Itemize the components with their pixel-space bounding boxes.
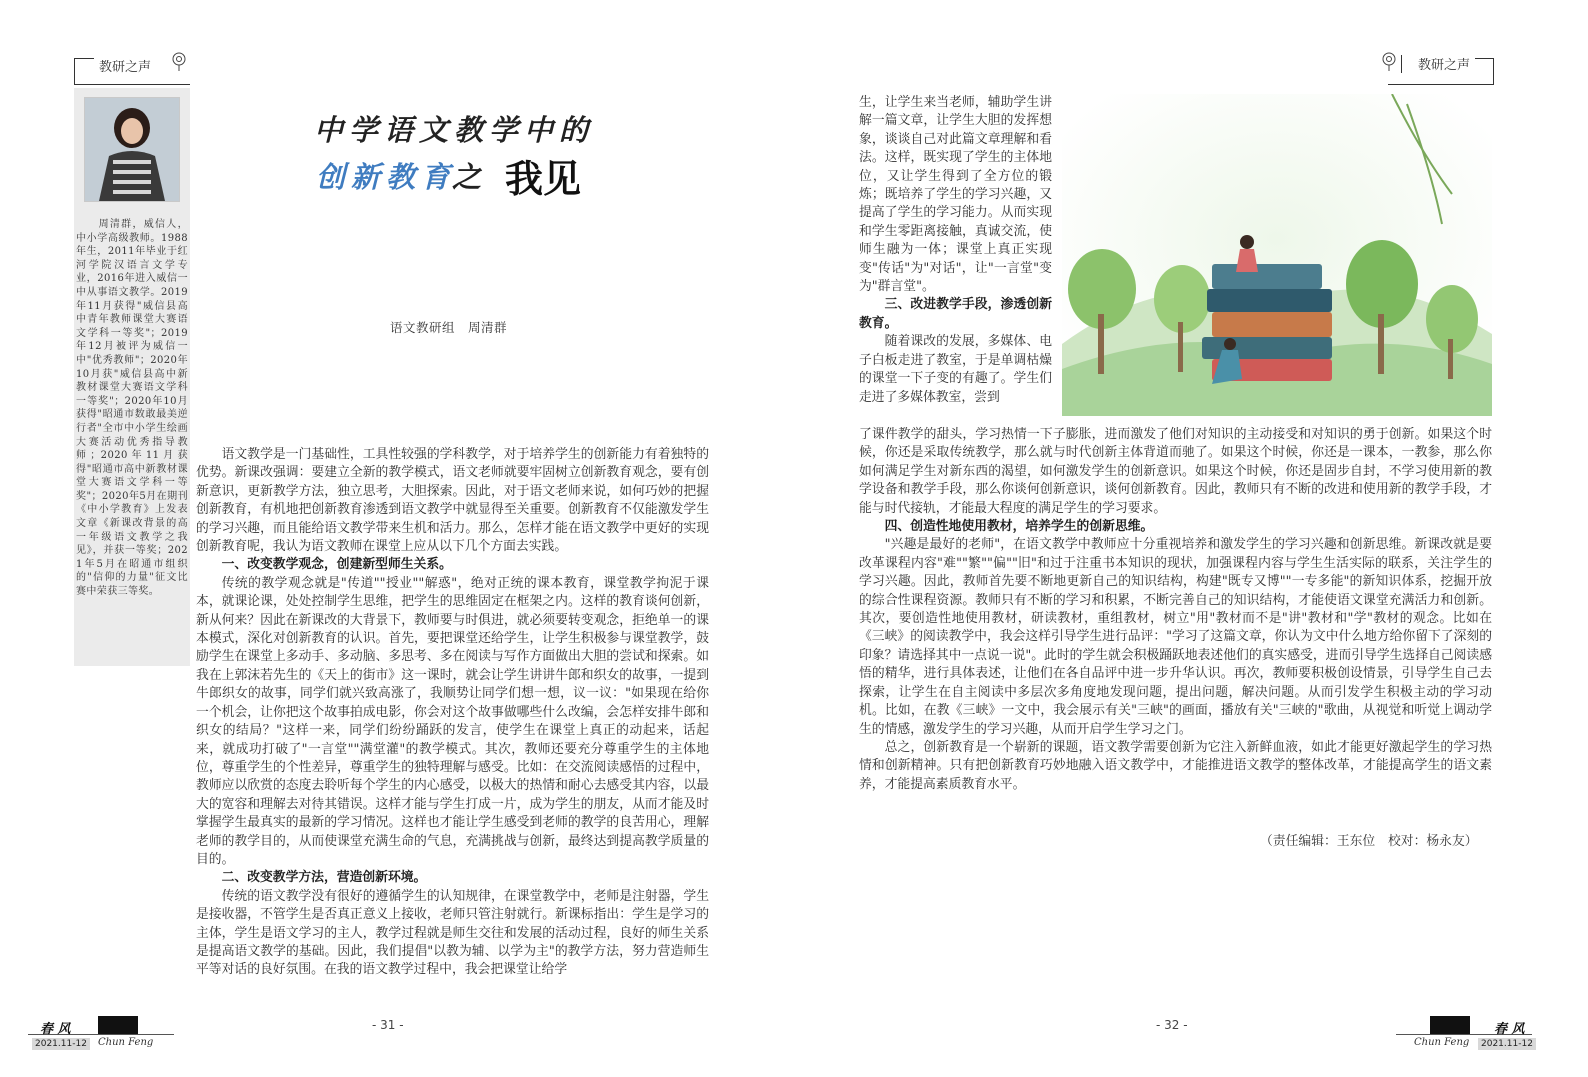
paragraph: 了课件教学的甜头，学习热情一下子膨胀，进而激发了他们对知识的主动接受和对知识的勇于创新。如果这个时候，你还是采取传统教学，那么就与时代创新主体背道而驰了。如果这个时候，你还是一课本，一教参，那么你如何满足学生对新东西的渴望，如何激发学生的创新意识。如果这个时候，你还是固步自封，不学习使用新的教学设备和教学手段，那么你谈何创新意识，谈何创新教育。因此，教师只有不断的改进和使用新的教学手段，才能与时代接轨，才能最大程度的满足学生的学习要求。 <box>859 427 1492 516</box>
article-title-line1: 中学语文教学中的 <box>314 113 595 147</box>
header-left-rule-v <box>74 58 75 84</box>
section-label-right: 教研之声 <box>1418 58 1471 73</box>
magazine-name-right: 春 风 <box>1494 1022 1525 1037</box>
article-title-innovation: 创新教育 <box>316 160 457 194</box>
page-number-left: - 31 - <box>372 1018 404 1032</box>
article-title-zhi: 之 <box>452 160 486 194</box>
header-right-rule-top <box>1475 58 1493 59</box>
header-right-divider <box>1401 55 1402 73</box>
magazine-en-left: Chun Feng <box>98 1037 154 1048</box>
paragraph: 总之，创新教育是一个崭新的课题，语文教学需要创新为它注入新鲜血液，如此才能更好激起学生的学习热情和创新精神。只有把创新教育巧妙地融入语文教学中，才能推进语文教学的整体改革，才能提高学生的语文素养，才能提高素质教育水平。 <box>859 739 1492 792</box>
issue-date-right: 2021.11-12 <box>1478 1038 1536 1050</box>
header-right-rule-bottom <box>1388 84 1494 85</box>
section-heading: 四、创造性地使用教材，培养学生的创新思维。 <box>884 519 1154 535</box>
magazine-en-right: Chun Feng <box>1414 1037 1470 1048</box>
author-photo <box>84 97 180 202</box>
tree-icon <box>170 52 188 76</box>
header-right-rule-v <box>1493 58 1494 84</box>
paragraph: 生，让学生来当老师，辅助学生讲解一篇文章，让学生大胆的发挥想象，谈谈自己对此篇文章理解和看法。这样，既实现了学生的主体地位，又让学生得到了全方位的锻炼；既培养了学生的学习兴趣，又提高了学生的学习能力。从而实现和学生零距离接触，真诚交流，使师生融为一体；课堂上真正实现变"传话"为"对话"，让"一言堂"变为"群言堂"。 <box>859 95 1052 295</box>
header-left-rule-bottom <box>74 84 190 85</box>
paragraph: "兴趣是最好的老师"，在语文教学中教师应十分重视培养和激发学生的学习兴趣和创新思维。新课改就是要改革课程内容"难""繁""偏""旧"和过于注重书本知识的现状，加强课程内容与学生生活实际的联系，关注学生的学习兴趣。因此，教师首先要不断地更新自己的知识结构，构建"既专又博""一专多能"的新知识体系，挖掘开放的综合性课程资源。教师只有不断的学习和积累，不断完善自己的知识结构，才能使语文课堂充满活力和创新。其次，要创造性地使用教材，研读教材，重组教材，树立"用"教材而不是"讲"教材和"学"教材的观念。比如在《三峡》的阅读教学中，我会这样引导学生进行品评："学习了这篇文章，你认为文中什么地方给你留下了深刻的印象？请选择其中一点说一说"。此时的学生就会积极踊跃地表述他们的真实感受，进而引导学生选择自己阅读感悟的精华，进行具体表述，让他们在各自品评中进一步升华认识。再次，教师要积极创设情景，引导学生自己去探索，让学生在自主阅读中多层次多角度地发现问题，提出问题，解决问题。从而引发学生积极主动的学习动机。比如，在教《三峡》一文中，我会展示有关"三峡"的画面，播放有关"三峡的"歌曲，从视觉和听觉上调动学生的情感，激发学生的学习兴趣，从而开启学生学习之门。 <box>859 537 1492 737</box>
magazine-name-left: 春 风 <box>40 1022 71 1037</box>
paragraph: 随着课改的发展，多媒体、电子白板走进了教室，于是单调枯燥的课堂一下子变的有趣了。学生们走进了多媒体教室，尝到 <box>859 334 1052 405</box>
paragraph: 语文教学是一门基础性，工具性较强的学科教学，对于培养学生的创新能力有着独特的优势。新课改强调：要建立全新的教学模式，语文老师就要牢固树立创新教育观念，要有创新意识，更新教学方法，独立思考，大胆探索。因此，对于语文老师来说，如何巧妙的把握创新教育，有机地把创新教育渗透到语文教学中就显得至关重要。创新教育不仅能激发学生的学习兴趣，而且能给语文教学带来生机和活力。那么，怎样才能在语文教学中更好的实现创新教育呢，我认为语文教师在课堂上应从以下几个方面去实践。 <box>196 447 709 555</box>
section-heading: 三、改进教学手段，渗透创新教育。 <box>859 297 1052 331</box>
right-bottom-column-text <box>859 426 1492 794</box>
footer-right-block <box>1430 1016 1470 1034</box>
header-left-rule <box>74 58 94 59</box>
section-label-left: 教研之声 <box>99 60 152 75</box>
reading-illustration <box>1062 94 1492 416</box>
section-heading: 二、改变教学方法，营造创新环境。 <box>221 870 427 886</box>
paragraph: 传统的语文教学没有很好的遵循学生的认知规律，在课堂教学中，老师是注射器，学生是接收器，不管学生是否真正意义上接收，老师只管注射就行。新课标指出：学生是学习的主体，学生是语文学习的主人，教学过程就是师生交往和发展的活动过程，良好的师生关系是提高语文教学的基础。因此，我们提倡"以教为辅、以学为主"的教学方法，努力营造师生平等对话的良好氛围。在我的语文教学过程中，我会把课堂让给学 <box>196 888 709 978</box>
section-heading: 一、改变教学观念，创建新型师生关系。 <box>221 557 452 573</box>
editor-note: （责任编辑：王东位 校对：杨永友） <box>1260 834 1478 849</box>
left-column-text <box>196 446 709 980</box>
right-top-column-text <box>859 94 1052 407</box>
article-title-wojian: 我见 <box>505 157 582 201</box>
issue-date-left: 2021.11-12 <box>32 1038 90 1050</box>
paragraph: 传统的教学观念就是"传道""授业""解惑"，绝对正统的课本教育，课堂教学拘泥于课本，就课论课，处处控制学生思维，把学生的思维固定在框架之内。这样的教育谈何创新，新从何来？因此在新课改的大背景下，教师要与时俱进，就必须要转变观念，拒绝单一的课本模式，深化对创新教育的认识。首先，要把课堂还给学生，让学生积极参与课堂教学，鼓励学生在课堂上多动手、多动脑、多思考、多在阅读与写作方面做出大胆的尝试和探索。如我在上郭沫若先生的《天上的街市》这一课时，就会让学生讲讲牛郎和织女的故事，一提到牛郎织女的故事，同学们就兴致高涨了，我顺势让同学们想一想，议一议："如果现在给你一个机会，让你把这个故事拍成电影，你会对这个故事做哪些什么改编，会怎样安排牛郎和织女的结局？"这样一来，同学们纷纷踊跃的发言，使学生在课堂上真正的动起来，话起来，就成功打破了"一言堂""满堂灌"的教学模式。其次，教师还要充分尊重学生的主体地位，尊重学生的个性差异，尊重学生的独特理解与感受。比如：在交流阅读感悟的过程中，教师应以欣赏的态度去聆听每个学生的内心感受，以极大的热情和耐心去感受其内容，以最大的宽容和理解去对待其错误。这样才能与学生打成一片，成为学生的朋友，从而才能及时掌握学生最真实的最新的学习情况。这样也才能让学生感受到老师的教学的良苦用心，理解老师的教学目的，从而使课堂充满生命的气息，充满挑战与创新，最终达到提高教学质量的目的。 <box>196 575 709 867</box>
footer-left-block <box>98 1016 138 1034</box>
article-author: 语文教研组 周清群 <box>390 320 508 335</box>
author-bio: 周清群，威信人，中小学高级教师。1988年生，2011年毕业于红河学院汉语言文学专业，2016年进入威信一中从事语文教学。2019年11月获得"威信县高中青年教师课堂大赛语文学科一等奖"；2019年12月被评为威信一中"优秀教师"；2020年10月获"威信县高中新教材课堂大赛语文学科一等奖"；2020年10月获得"昭通市数敢最美逆行者"全市中小学生绘画大赛活动优秀指导教师；2020年11月获得"昭通市高中新教材课堂大赛语文学科一等奖"；2020年5月在期刊《中小学教育》上发表文章《新课改背景的高一年级语文教学之我见》，并获一等奖；2021年5月在昭通市组织的"信仰的力量"征文比赛中荣获三等奖。 <box>76 219 188 598</box>
page-number-right: - 32 - <box>1156 1018 1188 1032</box>
tree-icon-right <box>1380 52 1398 76</box>
